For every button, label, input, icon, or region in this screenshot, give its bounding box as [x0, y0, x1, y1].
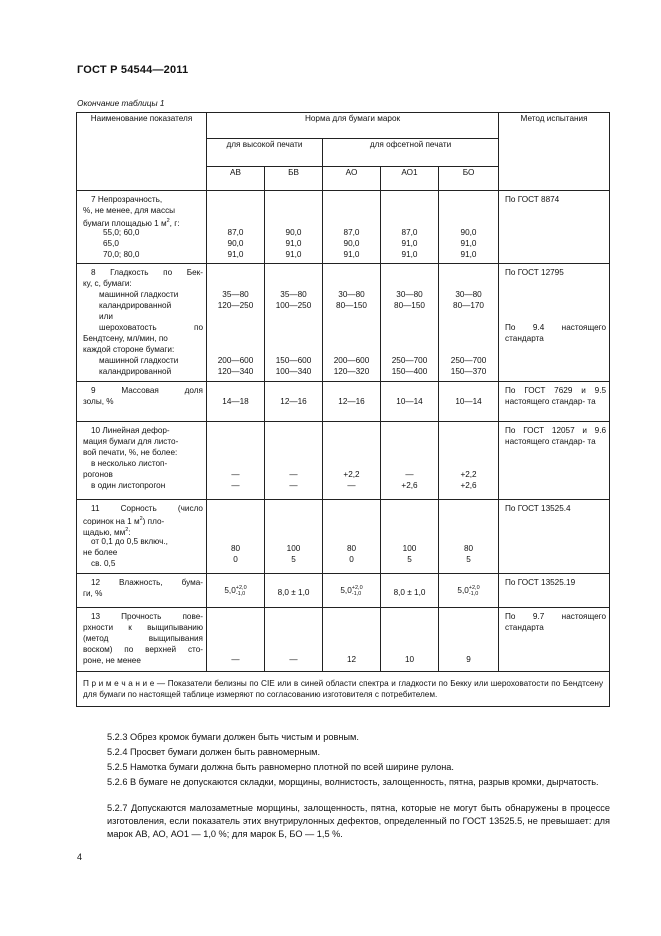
paragraph-5-2-7: 5.2.7 Допускаются малозаметные морщины, залощенность, пятна, которые не могут быть обнаружены в процессе изготовления, если показатель этих внутрирулонных дефектов, определенный по ГОСТ 13525.5, не превышает: для марок АВ, АО, АО1 — 1,0 %; для марок Б, БО — 1,5 %.: [107, 803, 610, 839]
grade-header: БВ: [265, 167, 323, 191]
header-norm: Норма для бумаги марок: [207, 113, 499, 139]
header-offset: для офсетной печати: [323, 139, 499, 167]
header-indicator-name: Наименование показателя: [77, 113, 207, 191]
value-cell: 100 5: [265, 500, 323, 574]
header-test-method: Метод испытания: [499, 113, 610, 191]
grade-header: АО1: [381, 167, 439, 191]
value-cell: 10—14: [439, 382, 499, 422]
value-cell: +2,2 —: [323, 422, 381, 500]
value-cell: — +2,6: [381, 422, 439, 500]
value-cell: — —: [265, 422, 323, 500]
paragraph-5-2-5: 5.2.5 Намотка бумаги должна быть равномерно плотной по всей ширине рулона.: [107, 762, 454, 772]
row9-name: 9 Массовая доля золы, %: [77, 382, 207, 422]
standard-title: ГОСТ Р 54544—2011: [77, 64, 189, 76]
value-cell: 80 5: [439, 500, 499, 574]
value-cell: 90,0 91,0 91,0: [439, 191, 499, 264]
value-cell: 5,0+2,0 -1,0: [323, 574, 381, 608]
paragraph-5-2-6: 5.2.6 В бумаге не допускаются складки, морщины, волнистость, залощенность, пятна, разрыв кромки, дырчатость.: [107, 777, 599, 787]
value-cell: 87,0 90,0 91,0: [323, 191, 381, 264]
value-cell: 80 0: [323, 500, 381, 574]
row10-name: 10 Линейная дефор- мация бумаги для листо- вой печати, %, не более: в несколько листоп- рогонов в один листопрогон: [77, 422, 207, 500]
table-row: [77, 574, 610, 608]
value-cell: +2,2 +2,6: [439, 422, 499, 500]
header-letterpress: для высокой печати: [207, 139, 323, 167]
table-row: [77, 382, 610, 422]
value-cell: 35—80 100—250 150—600 100—340: [265, 264, 323, 382]
row8-name: 8 Гладкость по Бек- ку, с, бумаги: машинной гладкости каландрированной или шероховатость по Бендтсену, мл/мин, по каждой стороне бумаги: машинной гладкости каландрированной: [77, 264, 207, 382]
table-row: [77, 191, 610, 264]
row7-method: По ГОСТ 8874: [499, 191, 610, 264]
value-cell: 35—80 120—250 200—600 120—340: [207, 264, 265, 382]
table-note-row: [77, 672, 610, 707]
table-row: [77, 264, 610, 382]
value-cell: 80 0: [207, 500, 265, 574]
value-cell: 5,0+2,0 -1,0: [439, 574, 499, 608]
paragraph-5-2-3: 5.2.3 Обрез кромок бумаги должен быть чистым и ровным.: [107, 732, 359, 742]
grade-header: БО: [439, 167, 499, 191]
row11-name: 11 Сорность (число соринок на 1 $м^2$) пло- щадью, $мм^2$: от 0,1 до 0,5 включ., не более св. 0,5: [77, 500, 207, 574]
value-cell: 8,0 ± 1,0: [265, 574, 323, 608]
value-cell: —: [207, 608, 265, 672]
row10-method: По ГОСТ 12057 и 9.6 настоящего стандар- та: [499, 422, 610, 500]
table-row: [77, 422, 610, 500]
table-note: П р и м е ч а н и е — Показатели белизны по CIE или в синей области спектра и гладкости по Бекку или шероховатости по Бендтсену для бумаги по настоящей таблице измеряют по согласованию изготовителя с потребителем.: [77, 672, 610, 707]
row13-method: По 9.7 настоящего стандарта: [499, 608, 610, 672]
table-header-row: [77, 113, 610, 139]
table-caption: Окончание таблицы 1: [77, 98, 165, 108]
row12-method: По ГОСТ 13525.19: [499, 574, 610, 608]
row7-name: 7 Непрозрачность, %, не менее, для массы бумаги площадью 1 $м^2$, г: 55,0; 60,0 65,0 70,0; 80,0: [77, 191, 207, 264]
value-cell: 8,0 ± 1,0: [381, 574, 439, 608]
table-row: [77, 500, 610, 574]
value-cell: — —: [207, 422, 265, 500]
value-cell: 10: [381, 608, 439, 672]
value-cell: 30—80 80—170 250—700 150—370: [439, 264, 499, 382]
value-cell: 87,0 90,0 91,0: [207, 191, 265, 264]
row8-method: По ГОСТ 12795 По 9.4 настоящего стандарта: [499, 264, 610, 382]
table-row: [77, 608, 610, 672]
value-cell: 87,0 91,0 91,0: [381, 191, 439, 264]
value-cell: —: [265, 608, 323, 672]
value-cell: 12—16: [323, 382, 381, 422]
grade-header: АО: [323, 167, 381, 191]
value-cell: 9: [439, 608, 499, 672]
value-cell: 30—80 80—150 250—700 150—400: [381, 264, 439, 382]
row9-method: По ГОСТ 7629 и 9.5 настоящего стандар- та: [499, 382, 610, 422]
value-cell: 90,0 91,0 91,0: [265, 191, 323, 264]
value-cell: 12—16: [265, 382, 323, 422]
page-number: 4: [77, 852, 83, 862]
value-cell: 10—14: [381, 382, 439, 422]
row13-name: 13 Прочность пове- рхности к выщипыванию (метод выщипывания воском) по верхней сто- роне, не менее: [77, 608, 207, 672]
row12-name: 12 Влажность, бума- ги, %: [77, 574, 207, 608]
value-cell: 12: [323, 608, 381, 672]
value-cell: 30—80 80—150 200—600 120—320: [323, 264, 381, 382]
value-cell: 5,0+2,0 -1,0: [207, 574, 265, 608]
value-cell: 100 5: [381, 500, 439, 574]
grade-header: АВ: [207, 167, 265, 191]
requirements-table: [76, 112, 610, 707]
value-cell: 14—18: [207, 382, 265, 422]
row11-method: По ГОСТ 13525.4: [499, 500, 610, 574]
paragraph-5-2-4: 5.2.4 Просвет бумаги должен быть равномерным.: [107, 747, 321, 757]
